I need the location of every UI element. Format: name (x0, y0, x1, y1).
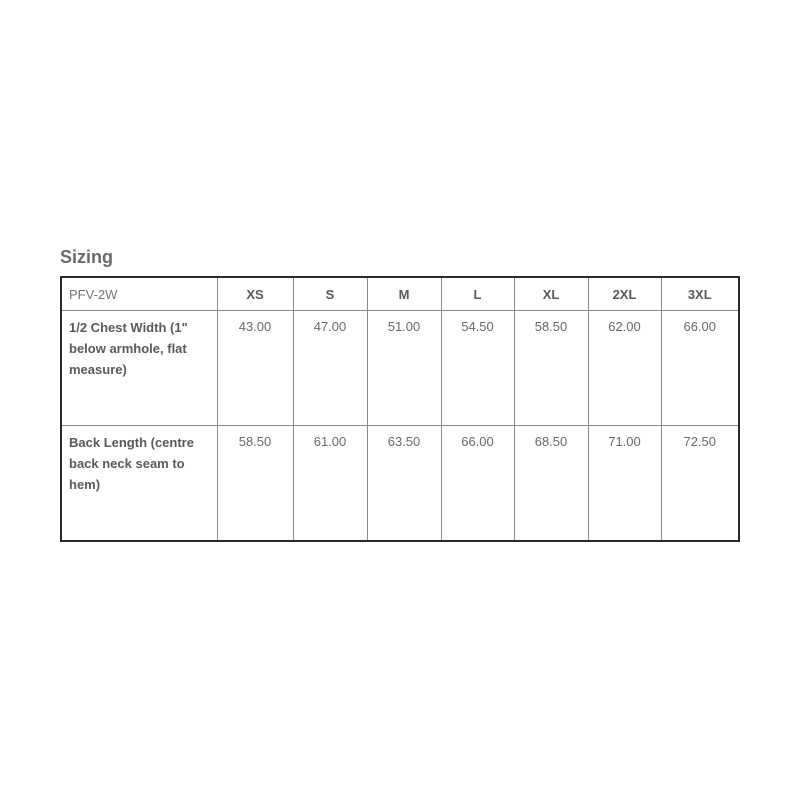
sizing-table (60, 276, 740, 542)
size-header-m: M (367, 277, 441, 311)
table-cell: 54.50 (441, 311, 514, 426)
table-cell: 51.00 (367, 311, 441, 426)
table-cell: 68.50 (514, 426, 588, 541)
product-code: PFV-2W (61, 277, 217, 311)
table-row (61, 426, 739, 541)
table-row (61, 311, 739, 426)
table-cell: 47.00 (293, 311, 367, 426)
size-header-3xl: 3XL (661, 277, 739, 311)
row-label: 1/2 Chest Width (1" below armhole, flat measure) (61, 311, 217, 426)
size-header-2xl: 2XL (588, 277, 661, 311)
table-cell: 58.50 (217, 426, 293, 541)
section-title: Sizing (60, 247, 113, 267)
size-header-xl: XL (514, 277, 588, 311)
table-cell: 66.00 (441, 426, 514, 541)
table-cell: 71.00 (588, 426, 661, 541)
row-label: Back Length (centre back neck seam to hem) (61, 426, 217, 541)
table-cell: 58.50 (514, 311, 588, 426)
header-row (61, 277, 739, 311)
table-cell: 61.00 (293, 426, 367, 541)
table-cell: 63.50 (367, 426, 441, 541)
size-header-l: L (441, 277, 514, 311)
table-cell: 66.00 (661, 311, 739, 426)
size-header-s: S (293, 277, 367, 311)
size-header-xs: XS (217, 277, 293, 311)
table-cell: 62.00 (588, 311, 661, 426)
table-cell: 72.50 (661, 426, 739, 541)
table-cell: 43.00 (217, 311, 293, 426)
